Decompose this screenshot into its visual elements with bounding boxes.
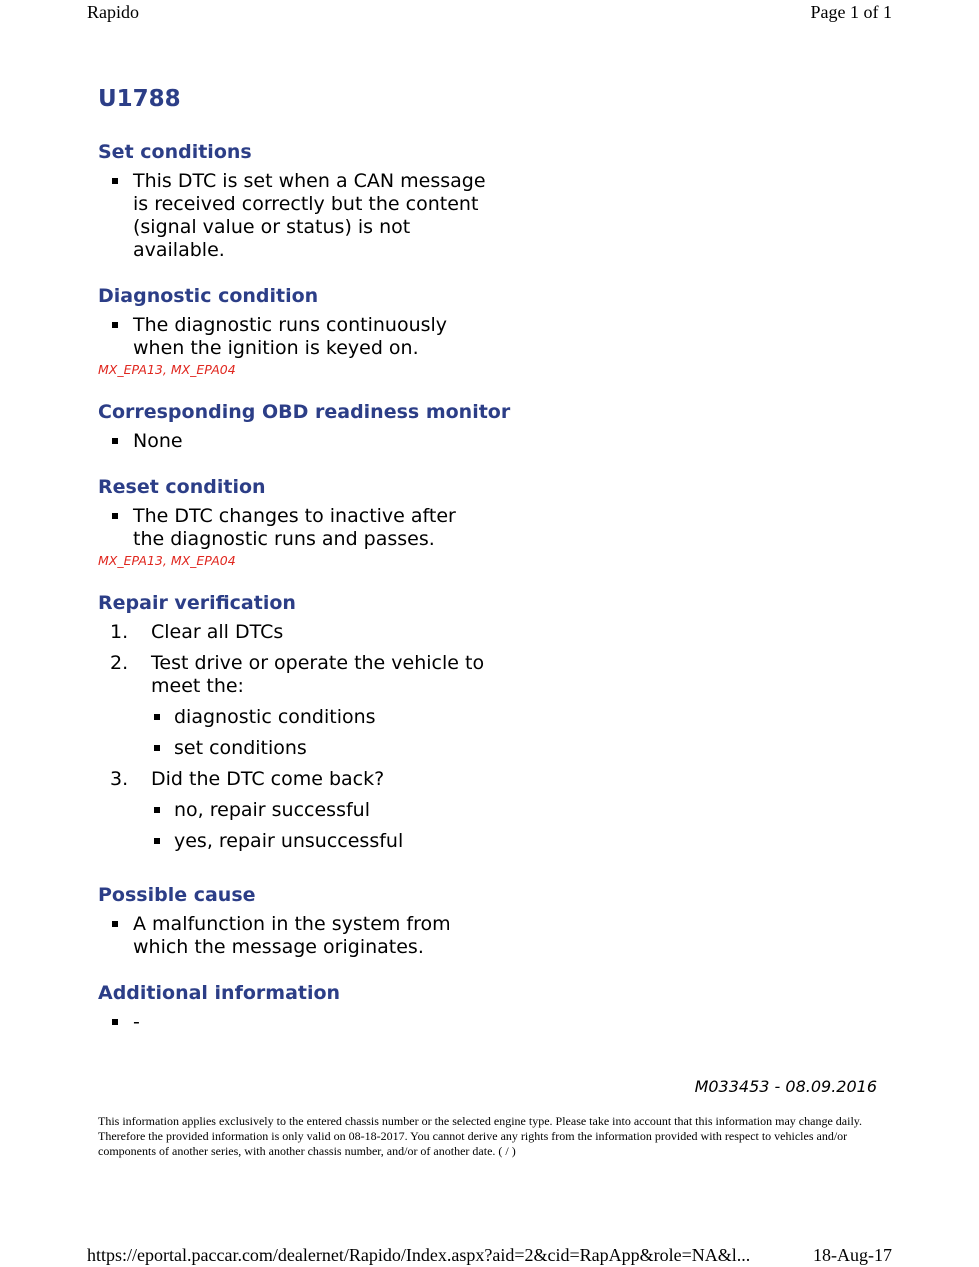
section-title: Repair verification bbox=[98, 592, 296, 614]
sub-list-item: diagnostic conditions bbox=[151, 706, 491, 729]
list-item: This DTC is set when a CAN message is received correctly but the content (signal value or status) is not available. bbox=[98, 170, 493, 262]
bullet-icon bbox=[154, 745, 160, 751]
sub-list-item: no, repair successful bbox=[151, 799, 491, 822]
list-item: - bbox=[98, 1011, 493, 1034]
list-item: The DTC changes to inactive after the diagnostic runs and passes. bbox=[98, 505, 493, 551]
list-item: The diagnostic runs continuously when the ignition is keyed on. bbox=[98, 314, 493, 360]
page-title: U1788 bbox=[98, 86, 181, 112]
numbered-step: 1. Clear all DTCs bbox=[110, 621, 284, 643]
bullet-icon bbox=[112, 438, 118, 444]
document-body bbox=[98, 84, 888, 1056]
numbered-step: 3. Did the DTC come back? no, repair successful yes, repair unsuccessful bbox=[98, 768, 491, 853]
section-obd-monitor bbox=[98, 400, 888, 453]
numbered-step: 2. Test drive or operate the vehicle to meet the: diagnostic conditions set conditions bbox=[98, 652, 491, 760]
bullet-icon bbox=[154, 807, 160, 813]
section-diagnostic-condition bbox=[98, 284, 888, 378]
header-page-number: Page 1 of 1 bbox=[810, 2, 892, 22]
sub-list-item: set conditions bbox=[151, 737, 491, 760]
section-set-conditions bbox=[98, 140, 888, 262]
document-id: M033453 - 08.09.2016 bbox=[694, 1077, 877, 1096]
step-number: 2. bbox=[110, 652, 129, 674]
section-additional-information bbox=[98, 981, 888, 1034]
footer-url: https://eportal.paccar.com/dealernet/Rapido/Index.aspx?aid=2&cid=RapApp&role=NA&l... bbox=[87, 1245, 751, 1265]
section-title: Corresponding OBD readiness monitor bbox=[98, 401, 511, 423]
step-number: 1. bbox=[110, 621, 129, 643]
variant-tag: MX_EPA13, MX_EPA04 bbox=[98, 362, 236, 377]
list-item: None bbox=[98, 430, 493, 453]
header-app-name: Rapido bbox=[87, 2, 139, 22]
bullet-icon bbox=[112, 178, 118, 184]
disclaimer-text: This information applies exclusively to the entered chassis number or the selected engine type. Please take into account that this information may change daily. Therefore the provided information is only valid on 08-18-2017. You cannot derive any rights from the information provided with respect to vehicles and/or components of another series, with another chassis number, and/or of another date. ( / ) bbox=[98, 1114, 862, 1158]
section-title: Possible cause bbox=[98, 884, 256, 906]
step-number: 3. bbox=[110, 768, 129, 790]
list-item: A malfunction in the system from which the message originates. bbox=[98, 913, 493, 959]
bullet-icon bbox=[154, 838, 160, 844]
bullet-icon bbox=[112, 513, 118, 519]
bullet-icon bbox=[112, 1019, 118, 1025]
section-title: Set conditions bbox=[98, 141, 252, 163]
bullet-icon bbox=[112, 322, 118, 328]
section-title: Additional information bbox=[98, 982, 341, 1004]
bullet-icon bbox=[154, 714, 160, 720]
variant-tag: MX_EPA13, MX_EPA04 bbox=[98, 553, 236, 568]
footer-date: 18-Aug-17 bbox=[813, 1245, 892, 1265]
section-title: Reset condition bbox=[98, 476, 266, 498]
bullet-icon bbox=[112, 921, 118, 927]
sub-list-item: yes, repair unsuccessful bbox=[151, 830, 491, 853]
section-possible-cause bbox=[98, 883, 888, 959]
section-repair-verification bbox=[98, 591, 888, 853]
section-title: Diagnostic condition bbox=[98, 285, 319, 307]
section-reset-condition bbox=[98, 475, 888, 569]
